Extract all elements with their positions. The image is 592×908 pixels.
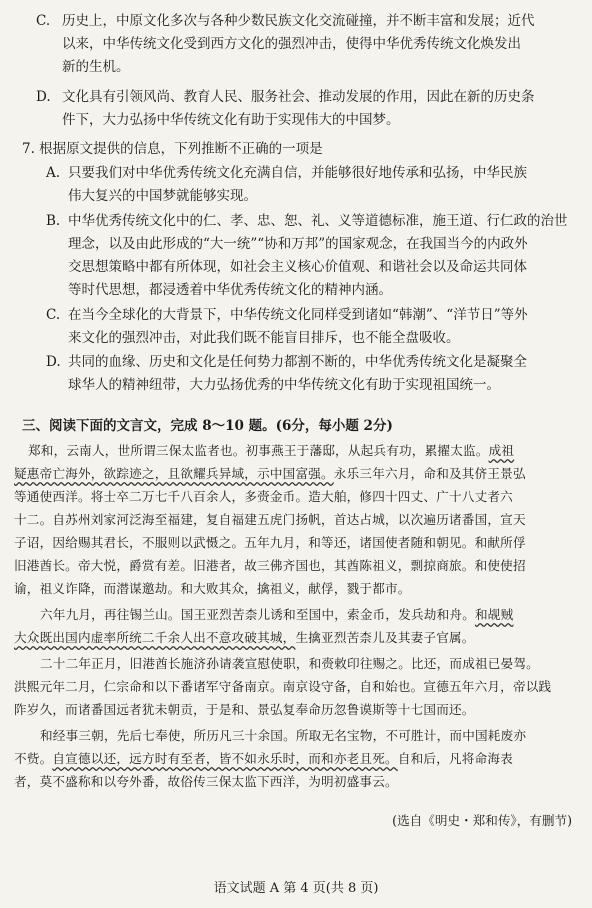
section-3-title: 三、阅读下面的文言文，完成 8～10 题。(6分，每小题 2分)	[22, 418, 393, 434]
passage-line: 等通使西洋。将士卒二万七千八百余人，多赍金币。造大舶，修四十四丈、广十八丈者六	[14, 489, 513, 504]
passage-line: 大众既出国内虚率所统二千余人出不意攻破其城，生擒亚烈苦柰儿及其妻子官属。	[14, 630, 475, 645]
option-line: 件下，大力弘扬中华传统文化有助于实现伟大的中国梦。	[62, 112, 400, 128]
option-line: 交思想策略中都有所体现，如社会主义核心价值观、和谐社会以及命运共同体	[68, 259, 527, 275]
option-line: 以来，中华传统文化受到西方文化的强烈冲击，使得中华优秀传统文化焕发出	[62, 36, 521, 52]
option-line: 球华人的精神纽带，大力弘扬优秀的中华传统文化有助于实现祖国统一。	[68, 377, 500, 393]
option-label: C.	[36, 13, 51, 29]
option-label: A.	[46, 165, 61, 181]
option-line: 只要我们对中华优秀传统文化充满自信，并能够很好地传承和弘扬，中华民族	[68, 165, 527, 181]
passage-line: 者，莫不盛称和以夸外番，故俗传三保太监下西洋，为明初盛事云。	[14, 774, 398, 789]
passage-line: 阼岁久，而诸番国远者犹未朝贡，于是和、景弘复奉命历忽鲁谟斯等十七国而还。	[14, 702, 475, 717]
option-line: 文化具有引领风尚、教育人民、服务社会、推动发展的作用，因此在新的历史条	[62, 89, 535, 105]
question-7-stem: 7. 根据原文提供的信息，下列推断不正确的一项是	[22, 141, 323, 157]
option-line: 中华优秀传统文化中的仁、孝、忠、恕、礼、义等道德标准，施王道、行仁政的治世	[68, 213, 568, 229]
underlined-sentence: 大众既出国内虚率所统二千余人出不意攻破其城，	[14, 630, 296, 645]
option-label: D.	[36, 89, 51, 105]
page-footer: 语文试题 A 第 4 页(共 8 页)	[213, 881, 379, 896]
option-label: B.	[46, 213, 61, 229]
underlined-sentence: 自宣德以还，远方时有至者，皆不如永乐时，而和亦老且死。	[52, 751, 398, 766]
passage-line: 旧港酋长。帝大悦，爵赏有差。旧港者，故三佛齐国也，其酋陈祖义，剽掠商旅。和使使招	[14, 558, 526, 573]
passage-line: 谕，祖义诈降，而潜谋邀劫。和大败其众，擒祖义，献俘，戮于都市。	[14, 581, 411, 596]
option-line: 新的生机。	[62, 59, 130, 75]
passage-line: 郑和，云南人，世所谓三保太监者也。初事燕王于藩邸，从起兵有功，累擢太监。成祖	[28, 443, 515, 458]
option-line: 伟大复兴的中国梦就能够实现。	[68, 188, 257, 204]
option-label: C.	[46, 307, 61, 323]
passage-line: 子诏，因给赐其君长，不服则以武慑之。五年九月，和等还，诸国使者随和朝见。和献所俘	[14, 535, 526, 550]
underlined-sentence: 疑惠帝亡海外，欲踪迹之，且欲耀兵异域，示中国富强。	[14, 466, 334, 481]
option-line: 等时代思想，都浸透着中华优秀传统文化的精神内涵。	[68, 282, 392, 298]
passage-line: 不赀。自宣德以还，远方时有至者，皆不如永乐时，而和亦老且死。自和后，凡将命海表	[14, 751, 513, 766]
option-line: 共同的血缘、历史和文化是任何势力都割不断的，中华优秀传统文化是凝聚全	[68, 354, 527, 370]
underlined-sentence: 成祖	[488, 443, 515, 458]
passage-line: 和经事三朝，先后七奉使，所历凡三十余国。所取无名宝物，不可胜计，而中国耗废亦	[40, 728, 527, 743]
option-line: 历史上，中原文化多次与各种少数民族文化交流碰撞，并不断丰富和发展；近代	[62, 13, 535, 29]
passage-line: 疑惠帝亡海外，欲踪迹之，且欲耀兵异域，示中国富强。永乐三年六月，命和及其侪王景弘	[14, 466, 526, 481]
passage-line: 洪熙元年二月，仁宗命和以下番诸军守备南京。南京设守备，自和始也。宣德五年六月，帝以践	[14, 679, 552, 694]
option-line: 理念，以及由此形成的“大一统”“协和万邦”的国家观念，在我国当今的内政外	[68, 236, 528, 252]
option-line: 在当今全球化的大背景下，中华传统文化同样受到诸如“韩潮”、“洋节日”等外	[68, 307, 528, 323]
passage-line: 十二。自苏州刘家河泛海至福建，复自福建五虎门扬帆，首达占城，以次遍历诸番国，宣天	[14, 512, 526, 527]
passage-source: (选自《明史・郑和传》，有删节)	[392, 813, 572, 828]
passage-line: 六年九月，再往锡兰山。国王亚烈苦柰儿诱和至国中，索金币，发兵劫和舟。和觇贼	[40, 607, 514, 622]
option-line: 来文化的强烈冲击，对此我们既不能盲目排斥，也不能全盘吸收。	[68, 330, 460, 346]
underlined-sentence: 和觇贼	[475, 607, 514, 622]
passage-line: 二十二年正月，旧港酋长施济孙请袭宣慰使职，和赍敕印往赐之。比还，而成祖已晏驾。	[40, 656, 539, 671]
option-label: D.	[46, 354, 61, 370]
